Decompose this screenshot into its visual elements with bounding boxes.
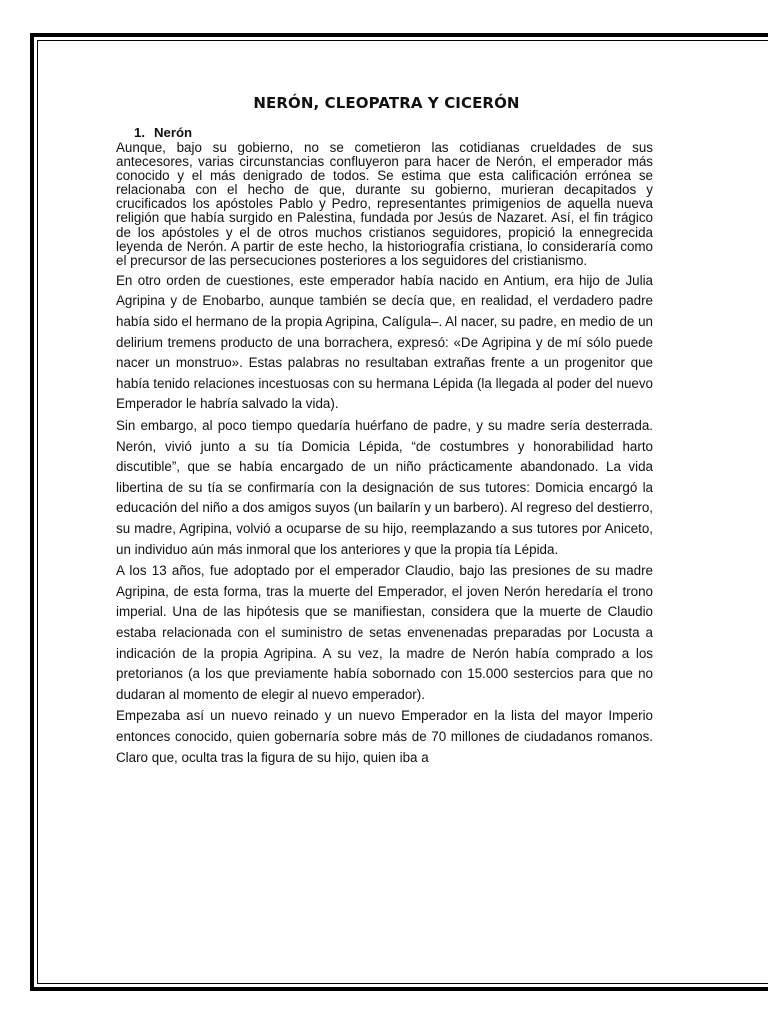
paragraph: Sin embargo, al poco tiempo quedaría huérfano de padre, y su madre sería desterrada. Nerón, vivió junto a su tía Domicia Lépida, “de costumbres y honorabilidad harto discutible”, que se había encargado de un niño prácticamente abandonado. La vida libertina de su tía se confirmaría con la designación de sus tutores: Domicia encargó la educación del niño a dos amigos suyos (un bailarín y un barbero). Al regreso del destierro, su madre, Agripina, volvió a ocuparse de su hijo, reemplazando a sus tutores por Aniceto, un individuo aún más inmoral que los anteriores y que la propia tía Lépida. <box>116 418 653 557</box>
paragraph: Aunque, bajo su gobierno, no se cometieron las cotidianas crueldades de sus antecesores, varias circunstancias confluyeron para hacer de Nerón, el emperador más conocido y el más denigrado de todos. Se estima que esta calificación errónea se relacionaba con el hecho de que, durante su gobierno, murieran decapitados y crucificados los apóstoles Pablo y Pedro, representantes primigenios de aquella nueva religión que había surgido en Palestina, fundada por Jesús de Nazaret. Así, el fin trágico de los apóstoles y el de otros muchos cristianos seguidores, propició la ennegrecida leyenda de Nerón. A partir de este hecho, la historiografía cristiana, lo consideraría como el precursor de las persecuciones posteriores a los seguidores del cristianismo. <box>116 140 653 268</box>
paragraph: A los 13 años, fue adoptado por el emperador Claudio, bajo las presiones de su madre Agripina, de esta forma, tras la muerte del Emperador, el joven Nerón heredaría el trono imperial. Una de las hipótesis que se manifiestan, considera que la muerte de Claudio estaba relacionada con el suministro de setas envenenadas preparadas por Locusta a indicación de la propia Agripina. A su vez, la madre de Nerón había comprado a los pretorianos (a los que previamente había sobornado con 15.000 sestercios para que no dudaran al momento de elegir al nuevo emperador). <box>116 563 653 702</box>
section-heading <box>116 125 653 140</box>
section-number: 1. <box>134 125 145 140</box>
paragraph: Empezaba así un nuevo reinado y un nuevo Emperador en la lista del mayor Imperio entonces conocido, quien gobernaría sobre más de 70 millones de ciudadanos romanos. Claro que, oculta tras la figura de su hijo, quien iba a <box>116 708 653 765</box>
document-title: NERÓN, CLEOPATRA Y CICERÓN <box>253 94 520 112</box>
section-title: Nerón <box>154 125 193 140</box>
paragraph: En otro orden de cuestiones, este emperador había nacido en Antium, era hijo de Julia Agripina y de Enobarbo, aunque también se decía que, en realidad, el verdadero padre había sido el hermano de la propia Agripina, Calígula–. Al nacer, su padre, en medio de un delirium tremens producto de una borrachera, expresó: «De Agripina y de mí sólo puede nacer un monstruo». Estas palabras no resultaban extrañas frente a un progenitor que había tenido relaciones incestuosas con su hermana Lépida (la llegada al poder del nuevo Emperador le habría salvado la vida). <box>116 272 653 412</box>
document-body <box>116 94 653 769</box>
